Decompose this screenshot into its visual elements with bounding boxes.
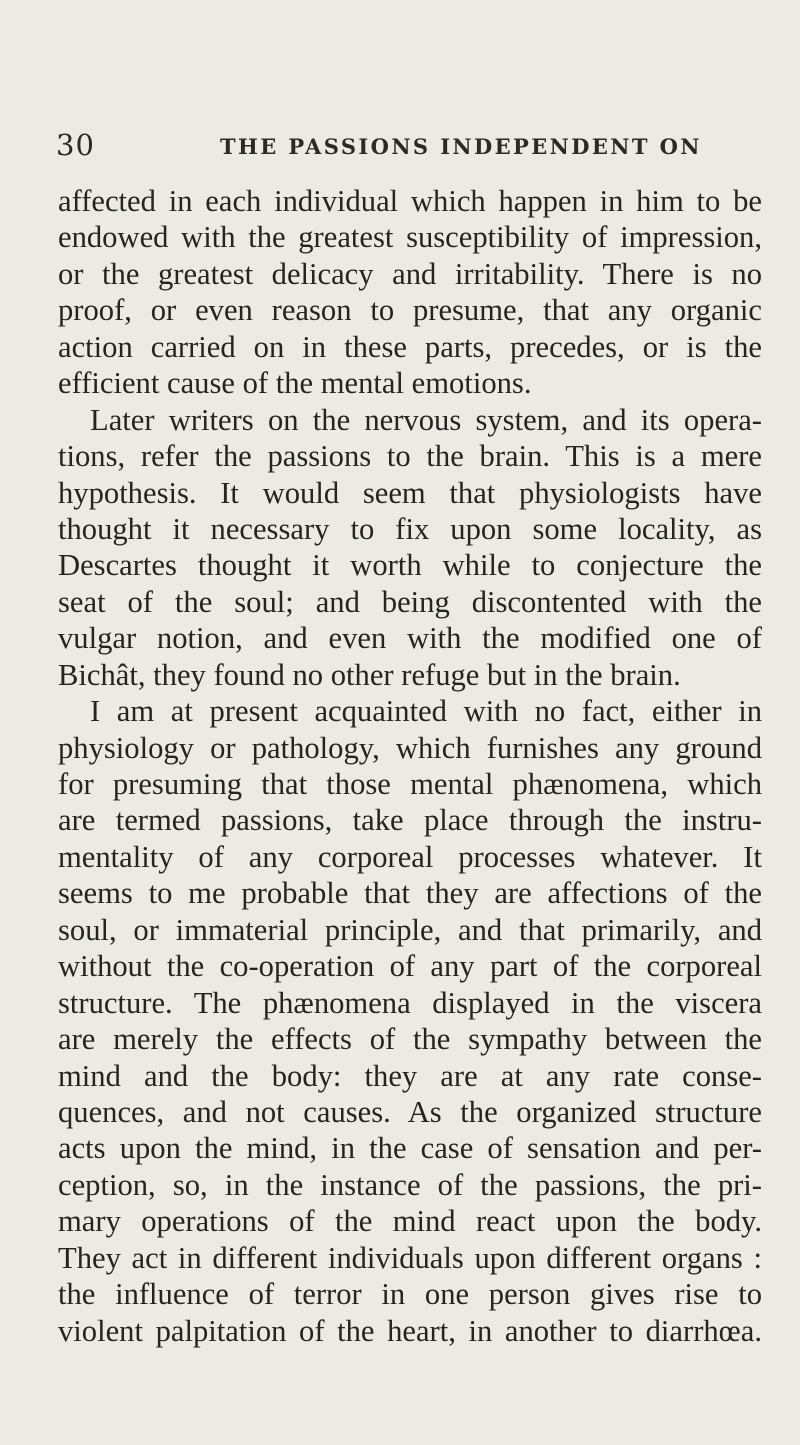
text-line: acts upon the mind, in the case of sensation and per-: [58, 1131, 762, 1166]
text-line: action carried on in these parts, precedes, or is the: [58, 329, 762, 364]
text-line: ception, so, in the instance of the passions, the pri-: [58, 1167, 762, 1202]
text-line: the influence of terror in one person gives rise to: [58, 1277, 762, 1312]
body-text: [58, 183, 762, 1349]
text-line: for presuming that those mental phænomena, which: [58, 767, 762, 801]
text-line: mentality of any corporeal processes whatever. It: [58, 839, 762, 874]
running-title: THE PASSIONS INDEPENDENT ON: [220, 134, 702, 159]
text-line: Bichât, they found no other refuge but in the brain.: [58, 657, 681, 692]
text-line: are termed passions, take place through the instru-: [58, 803, 762, 838]
running-head: [56, 128, 756, 168]
text-line: without the co-operation of any part of the corporeal: [58, 949, 762, 984]
text-line: endowed with the greatest susceptibility of impression,: [58, 220, 762, 255]
text-line: are merely the effects of the sympathy between the: [58, 1022, 762, 1057]
text-line: violent palpitation of the heart, in another to diarrhœa.: [58, 1313, 762, 1348]
text-line: Later writers on the nervous system, and its opera-: [90, 402, 762, 437]
text-line: vulgar notion, and even with the modified one of: [58, 621, 762, 656]
text-line: thought it necessary to fix upon some locality, as: [58, 511, 762, 546]
text-line: efficient cause of the mental emotions.: [58, 366, 532, 401]
text-line: tions, refer the passions to the brain. This is a mere: [58, 439, 762, 474]
text-line: seat of the soul; and being discontented with the: [58, 584, 762, 619]
text-line: They act in different individuals upon different organs :: [58, 1240, 762, 1275]
page-number: 30: [56, 128, 95, 162]
text-line: or the greatest delicacy and irritability. There is no: [58, 256, 762, 291]
text-line: mary operations of the mind react upon the body.: [58, 1204, 762, 1239]
text-line: proof, or even reason to presume, that any organic: [58, 293, 762, 328]
text-line: hypothesis. It would seem that physiologists have: [58, 475, 762, 510]
text-line: mind and the body: they are at any rate conse-: [58, 1058, 762, 1093]
text-line: Descartes thought it worth while to conjecture the: [58, 548, 762, 583]
text-line: I am at present acquainted with no fact, either in: [90, 694, 762, 729]
text-line: seems to me probable that they are affections of the: [58, 876, 762, 911]
text-line: affected in each individual which happen in him to be: [58, 184, 762, 218]
text-line: physiology or pathology, which furnishes any ground: [58, 730, 762, 765]
text-line: structure. The phænomena displayed in the viscera: [58, 985, 762, 1020]
text-line: soul, or immaterial principle, and that primarily, and: [58, 912, 762, 947]
text-line: quences, and not causes. As the organized structure: [58, 1094, 762, 1129]
